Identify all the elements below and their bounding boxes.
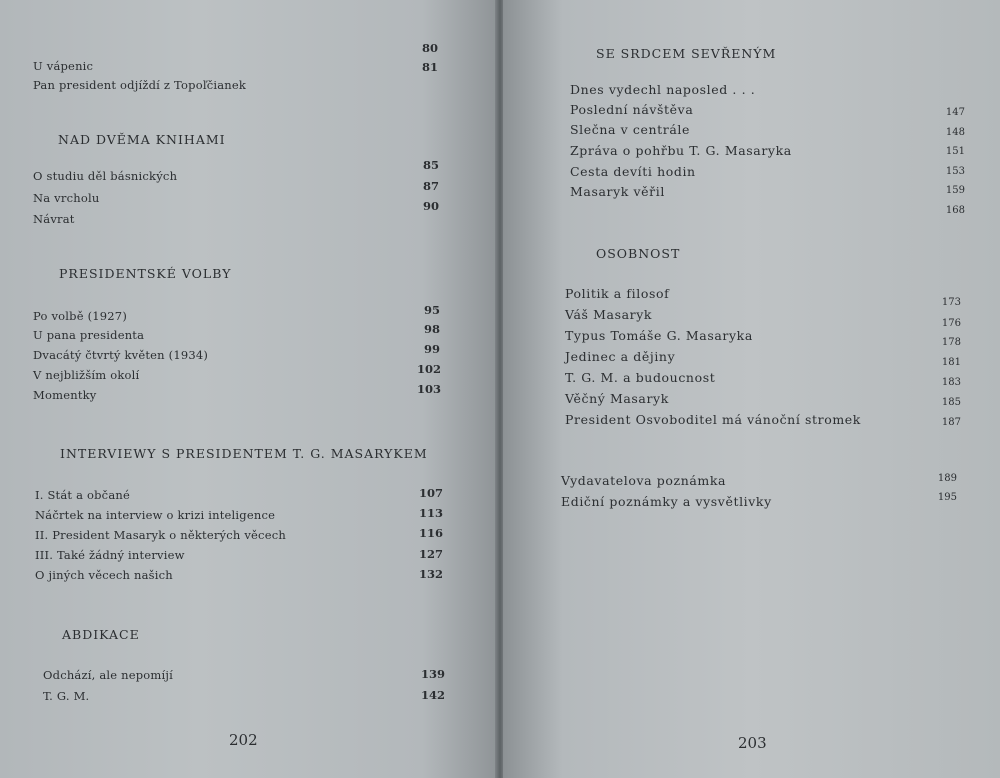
toc-entry-page: 132 [418,567,443,581]
toc-entry-title: U pana presidenta [33,328,145,342]
toc-entry-page: 116 [418,526,443,540]
toc-entry-page: 173 [941,297,961,308]
page-number: 203 [738,734,767,752]
toc-entry-page: 189 [937,473,957,484]
toc-entry-page: 178 [941,337,961,348]
toc-entry-page: 127 [418,547,443,561]
section-heading: ABDIKACE [62,627,140,642]
toc-entry-page: 147 [945,107,965,118]
toc-entry-title: Náčrtek na interview o krizi inteligence [35,508,276,522]
left-page [0,0,497,778]
toc-entry-page: 80 [421,41,438,55]
toc-entry-page: 81 [421,60,438,74]
toc-entry-title: I. Stát a občané [35,488,130,502]
page-number: 202 [229,731,258,749]
toc-entry-title: T. G. M. a budoucnost [565,370,716,385]
toc-entry-title: Poslední návštěva [570,102,694,117]
toc-entry-page: 176 [941,318,961,329]
toc-entry-title: Zpráva o pohřbu T. G. Masaryka [570,143,792,158]
toc-entry-page: 159 [945,185,965,196]
toc-entry-title: Dvacátý čtvrtý květen (1934) [33,348,209,362]
toc-entry-title: O jiných věcech našich [35,568,173,582]
toc-entry-page: 98 [423,322,440,336]
toc-entry-page: 142 [420,688,445,702]
toc-entry-title: Masaryk věřil [570,184,665,199]
toc-entry-page: 113 [418,506,443,520]
toc-entry-page: 187 [941,417,961,428]
toc-entry-page: 139 [420,667,445,681]
toc-entry-page: 168 [945,205,965,216]
toc-entry-title: Momentky [33,388,97,402]
toc-entry-page: 90 [422,199,439,213]
section-heading: NAD DVĚMA KNIHAMI [58,132,226,147]
toc-entry-title: President Osvoboditel má vánoční stromek [565,412,861,427]
toc-entry-title: Vydavatelova poznámka [561,473,727,488]
toc-entry-title: Politik a filosof [565,286,670,301]
toc-entry-title: II. President Masaryk o některých věcech [35,528,286,542]
toc-entry-title: T. G. M. [43,689,90,703]
toc-entry-page: 153 [945,166,965,177]
section-heading: SE SRDCEM SEVŘENÝM [596,46,777,61]
toc-entry-title: U vápenic [33,59,94,73]
toc-entry-title: III. Také žádný interview [35,548,185,562]
toc-entry-page: 103 [416,382,441,396]
toc-entry-title: Dnes vydechl naposled . . . [570,82,756,97]
toc-entry-title: Ediční poznámky a vysvětlivky [561,494,772,509]
toc-entry-title: V nejbližším okolí [33,368,140,382]
section-heading: INTERVIEWY S PRESIDENTEM T. G. MASARYKEM [60,446,428,461]
section-heading: OSOBNOST [596,246,681,261]
toc-entry-page: 102 [416,362,441,376]
toc-entry-title: Věčný Masaryk [565,391,669,406]
section-heading: PRESIDENTSKÉ VOLBY [59,266,232,281]
toc-entry-title: Po volbě (1927) [33,309,128,323]
toc-entry-title: Odchází, ale nepomíjí [43,668,174,682]
toc-entry-page: 185 [941,397,961,408]
toc-entry-page: 181 [941,357,961,368]
toc-entry-title: Na vrcholu [33,191,100,205]
toc-entry-page: 195 [937,492,957,503]
toc-entry-title: Cesta devíti hodin [570,164,696,179]
toc-entry-title: Slečna v centrále [570,122,690,137]
toc-entry-title: Pan president odjíždí z Topoľčianek [33,78,247,92]
toc-entry-page: 183 [941,377,961,388]
toc-entry-page: 151 [945,146,965,157]
toc-entry-page: 107 [418,486,443,500]
toc-entry-title: Návrat [33,212,75,226]
toc-entry-title: Váš Masaryk [565,307,653,322]
right-page [503,0,1000,778]
toc-entry-title: O studiu děl básnických [33,169,178,183]
toc-entry-page: 95 [423,303,440,317]
toc-entry-page: 85 [422,158,439,172]
toc-entry-page: 148 [945,127,965,138]
toc-entry-title: Jedinec a dějiny [565,349,676,364]
toc-entry-title: Typus Tomáše G. Masaryka [565,328,753,343]
toc-entry-page: 99 [423,342,440,356]
toc-entry-page: 87 [422,179,439,193]
